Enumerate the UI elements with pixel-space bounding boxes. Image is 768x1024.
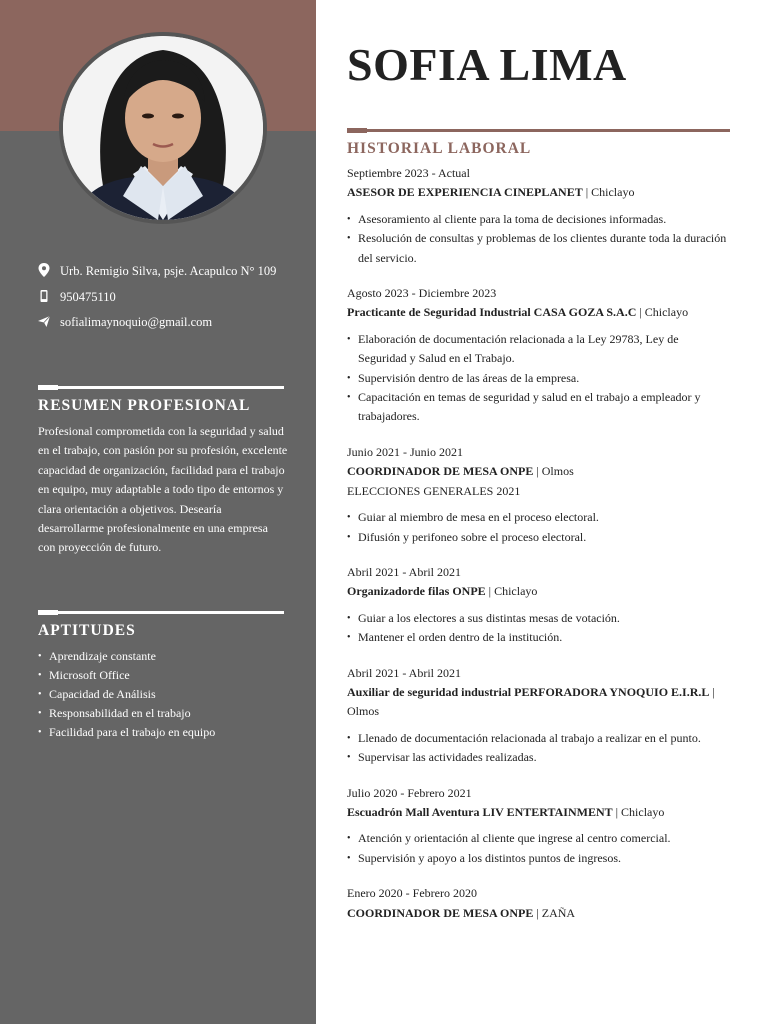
location-pin-icon [38,263,50,279]
skills-divider [38,611,284,614]
contact-phone [38,288,288,307]
phone-text: 950475110 [60,289,116,304]
job-duties [347,508,730,547]
summary-text: Profesional comprometida con la seguridad y salud en el trabajo, con pasión por su profesión, excelente capacidad de organización, facilidad para el trabajo en equipo, muy adaptable a todo tipo de entornos y clara orientación a objetivos. Desearía desarrollarme profesionalmente en una empresa con proyección de futuro. [38,424,288,555]
skill-item: • Capacidad de Análisis [38,685,288,704]
job-duty: • Supervisar las actividades realizadas. [347,748,730,767]
job-dates: Julio 2020 - Febrero 2021 [347,785,472,800]
phone-icon [38,289,50,305]
job-entry [347,784,730,869]
job-dates: Abril 2021 - Abril 2021 [347,564,461,579]
job-role [347,803,730,822]
job-duties [347,609,730,648]
job-entry [347,443,730,547]
job-title: Escuadrón Mall Aventura LIV ENTERTAINMENT [347,804,613,819]
job-dates: Enero 2020 - Febrero 2020 [347,886,477,901]
job-duty: • Elaboración de documentación relacionada a la Ley 29783, Ley de Seguridad y Salud en el Trabajo. [347,330,730,369]
portrait-illustration [63,36,263,220]
job-list [347,164,730,939]
job-location: | Chiclayo [636,305,689,320]
job-duty: • Supervisión y apoyo a los distintos puntos de ingresos. [347,849,730,868]
summary-heading: RESUMEN PROFESIONAL [38,397,251,414]
job-duties [347,729,730,768]
contact-address [38,262,288,281]
job-dates: Septiembre 2023 - Actual [347,166,470,180]
sidebar [0,0,316,1024]
job-role [347,904,730,923]
job-role [347,683,730,722]
job-duty: • Llenado de documentación relacionada al trabajo a realizar en el punto. [347,729,730,748]
summary-divider [38,386,284,389]
job-duty: • Guiar a los electores a sus distintas mesas de votación. [347,609,730,628]
job-extra: ELECCIONES GENERALES 2021 [347,483,521,498]
job-role [347,582,730,601]
job-duty: • Guiar al miembro de mesa en el proceso electoral. [347,508,730,527]
skills-list [38,647,288,742]
job-duty: • Atención y orientación al cliente que ingrese al centro comercial. [347,829,730,848]
job-role [347,183,730,202]
job-location: | Chiclayo [612,804,665,819]
skills-heading: APTITUDES [38,622,136,639]
experience-heading: HISTORIAL LABORAL [347,140,532,157]
job-location: | Chiclayo [485,584,538,599]
job-dates: Junio 2021 - Junio 2021 [347,444,464,459]
send-icon [38,314,50,330]
job-entry [347,563,730,648]
contact-email [38,313,288,332]
job-duty: • Mantener el orden dentro de la institución. [347,628,730,647]
job-entry [347,884,730,923]
job-dates: Agosto 2023 - Diciembre 2023 [347,286,497,301]
job-duty: • Capacitación en temas de seguridad y salud en el trabajo a empleador y trabajadores. [347,388,730,427]
skill-item: • Facilidad para el trabajo en equipo [38,723,288,742]
job-role [347,462,730,481]
job-role [347,303,730,322]
job-duties [347,210,730,268]
job-dates: Abril 2021 - Abril 2021 [347,665,461,680]
job-location: | Chiclayo [582,185,635,200]
profile-photo-frame [59,32,267,224]
job-duty: • Difusión y perifoneo sobre el proceso electoral. [347,528,730,547]
address-text: Urb. Remigio Silva, psje. Acapulco N° 109 [60,264,277,278]
job-location: | ZAÑA [533,905,576,920]
job-title: ASESOR DE EXPERIENCIA CINEPLANET [347,185,583,200]
skill-item: • Microsoft Office [38,666,288,685]
email-text: sofialimaynoquio@gmail.com [60,315,213,329]
job-title: COORDINADOR DE MESA ONPE [347,905,534,920]
job-entry [347,164,730,268]
job-location: | Olmos [533,464,574,479]
job-entry [347,284,730,427]
job-title: Auxiliar de seguridad industrial PERFORADORA YNOQUIO E.I.R.L [347,684,710,699]
job-title: Practicante de Seguridad Industrial CASA GOZA S.A.C [347,305,637,320]
job-duties [347,829,730,868]
profile-photo [63,36,263,220]
job-title: Organizadorde filas ONPE [347,584,486,599]
skill-item: • Responsabilidad en el trabajo [38,704,288,723]
job-duty: • Supervisión dentro de las áreas de la empresa. [347,369,730,388]
job-location: | Olmos [347,684,715,719]
job-title: COORDINADOR DE MESA ONPE [347,464,534,479]
job-duties [347,330,730,427]
job-duty: • Resolución de consultas y problemas de los clientes durante toda la duración del servicio. [347,229,730,268]
job-entry [347,664,730,768]
candidate-name: SOFIA LIMA [347,39,627,90]
skill-item: • Aprendizaje constante [38,647,288,666]
job-duty: • Asesoramiento al cliente para la toma de decisiones informadas. [347,210,730,229]
experience-divider [347,129,730,132]
contact-info [38,262,288,339]
